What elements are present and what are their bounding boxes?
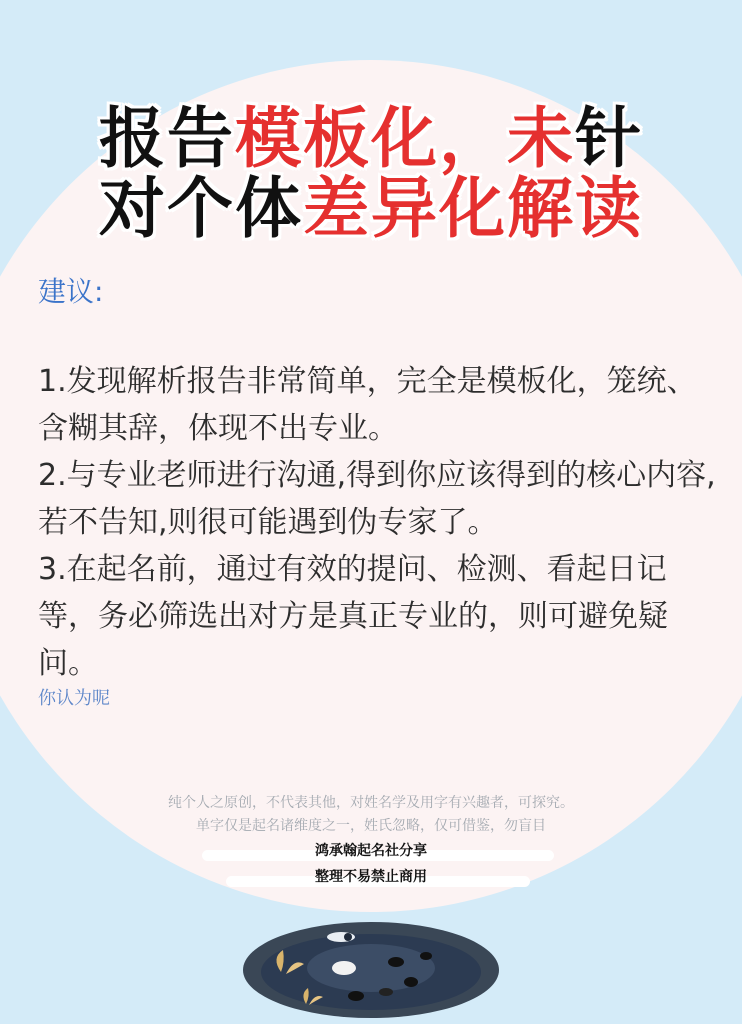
suggestion-item: 2.与专业老师进行沟通,得到你应该得到的核心内容,若不告知,则很可能遇到伪专家了。: [38, 458, 716, 540]
credit-line: 鸿承翰起名社分享: [315, 843, 427, 859]
title-highlight: 差异化解读: [303, 170, 643, 247]
suggestion-item: 3.在起名前，通过有效的提问、检测、看起日记等，务必筛选出对方是真正专业的，则可避免疑问。: [38, 552, 668, 681]
title-highlight: 未: [507, 100, 575, 177]
disclaimer-line: 单字仅是起名诸维度之一，姓氏忽略，仅可借鉴，勿盲目: [196, 818, 546, 834]
credit-line: 整理不易禁止商用: [315, 869, 427, 885]
suggestion-list: [38, 358, 718, 687]
question-text: 你认为呢: [38, 688, 110, 709]
suggestion-item: 1.发现解析报告非常简单，完全是模板化，笼统、含糊其辞，体现不出专业。: [38, 364, 697, 446]
ink-yin-yang-logo-icon: [236, 912, 506, 1024]
title-highlight: 模板化，: [235, 100, 507, 177]
title-line-1: [0, 100, 742, 178]
title-part: 对个体: [99, 170, 303, 247]
disclaimer-line: 纯个人之原创，不代表其他，对姓名学及用字有兴趣者，可探究。: [168, 795, 574, 811]
title-line-2: [0, 170, 742, 248]
section-heading: 建议:: [38, 275, 104, 308]
title-part: 针: [575, 100, 643, 177]
title-part: 报告: [99, 100, 235, 177]
